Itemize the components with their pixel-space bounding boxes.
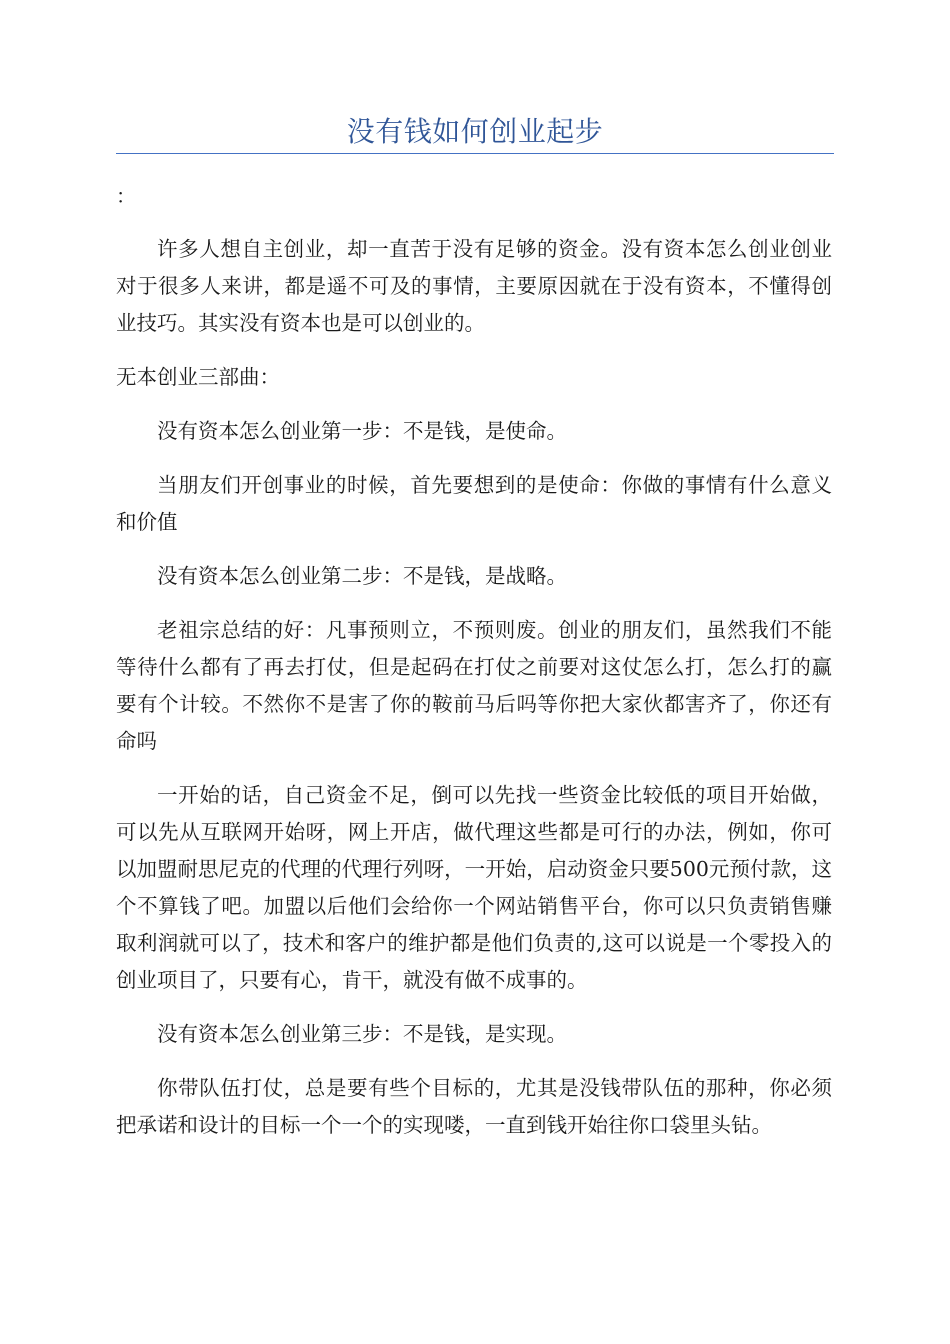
paragraph: 许多人想自主创业，却一直苦于没有足够的资金。没有资本怎么创业创业对于很多人来讲，都是遥不可及的事情，主要原因就在于没有资本，不懂得创业技巧。其实没有资本也是可以创业的。: [116, 237, 832, 335]
paragraph: 没有资本怎么创业第二步：不是钱，是战略。: [157, 564, 567, 588]
paragraph: 当朋友们开创事业的时候，首先要想到的是使命：你做的事情有什么意义和价值: [116, 473, 832, 534]
colon-mark: ：: [116, 184, 136, 208]
paragraph: 一开始的话，自己资金不足，倒可以先找一些资金比较低的项目开始做，可以先从互联网开始呀，网上开店，做代理这些都是可行的办法，例如，你可以加盟耐思尼克的代理的代理行列呀，一开始，启动资金只要500元预付款，这个不算钱了吧。加盟以后他们会给你一个网站销售平台，你可以只负责销售赚取利润就可以了，技术和客户的维护都是他们负责的,这可以说是一个零投入的创业项目了，只要有心，肯干，就没有做不成事的。: [116, 783, 832, 992]
document-body: [116, 231, 832, 1161]
paragraph: 没有资本怎么创业第一步：不是钱，是使命。: [157, 419, 567, 443]
paragraph: 没有资本怎么创业第三步：不是钱，是实现。: [157, 1022, 567, 1046]
paragraph: 无本创业三部曲：: [116, 365, 280, 389]
paragraph: 你带队伍打仗，总是要有些个目标的，尤其是没钱带队伍的那种，你必须把承诺和设计的目标一个一个的实现喽，一直到钱开始往你口袋里头钻。: [116, 1076, 832, 1137]
paragraph: 老祖宗总结的好：凡事预则立，不预则废。创业的朋友们，虽然我们不能等待什么都有了再去打仗，但是起码在打仗之前要对这仗怎么打，怎么打的赢要有个计较。不然你不是害了你的鞍前马后吗等你把大家伙都害齐了，你还有命吗: [116, 618, 832, 753]
title-underline: [116, 153, 834, 154]
document-title: 没有钱如何创业起步: [346, 115, 604, 148]
